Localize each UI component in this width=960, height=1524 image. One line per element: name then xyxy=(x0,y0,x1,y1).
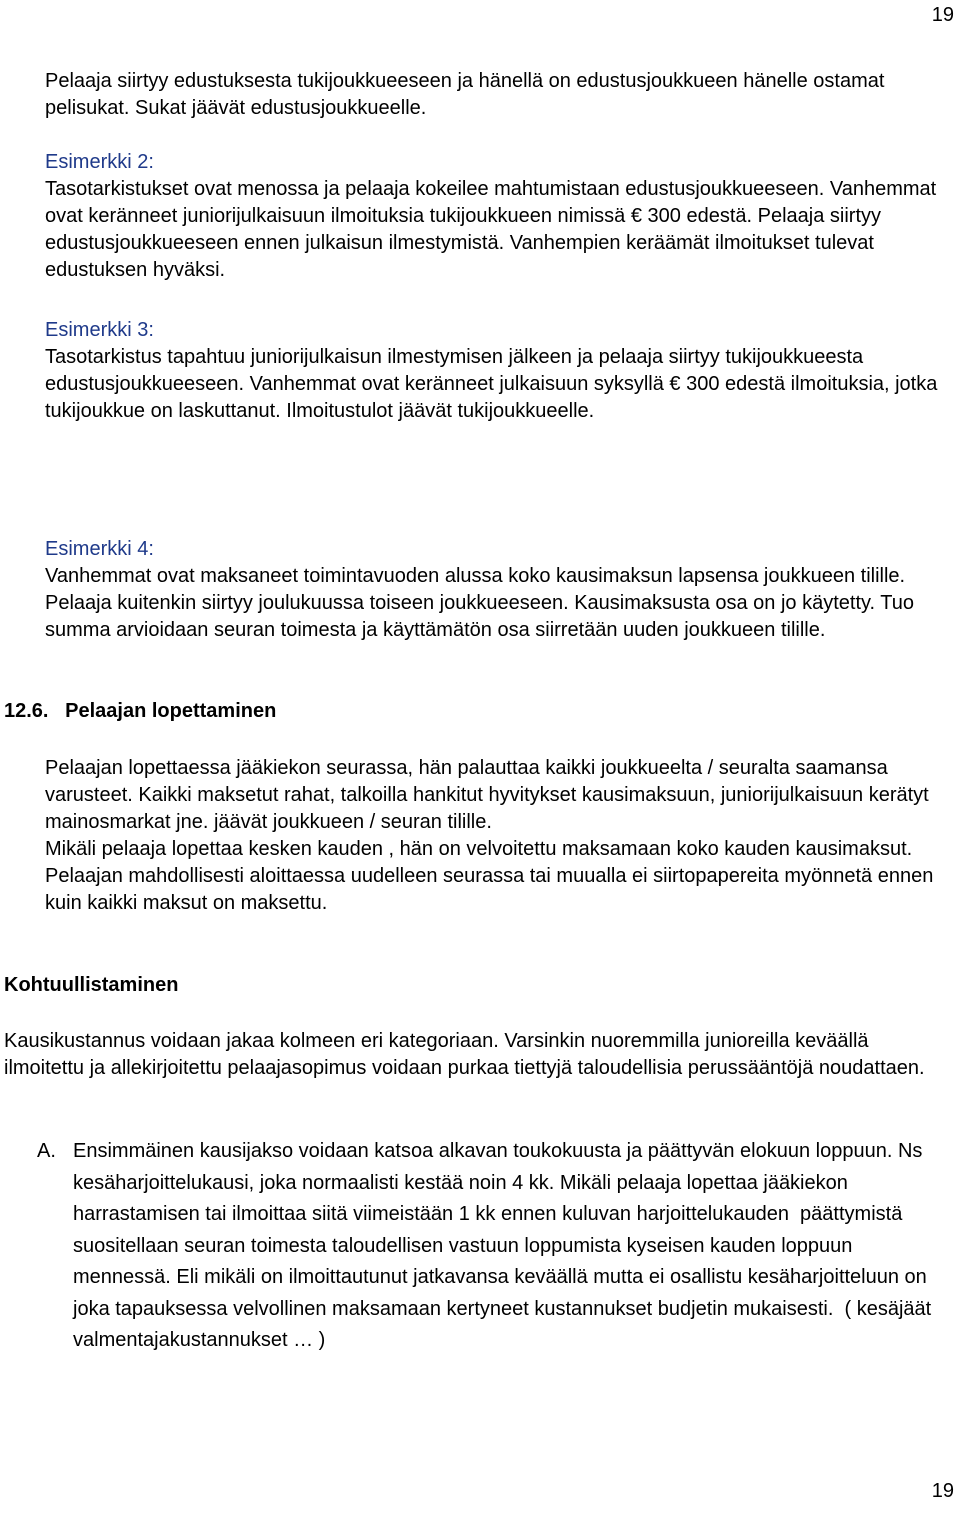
example-2 xyxy=(45,149,945,284)
example-2-text: Tasotarkistukset ovat menossa ja pelaaja kokeilee mahtumistaan edustusjoukkueeseen. Vanhemmat ovat keränneet juniorijulkaisuun ilmoituksia tukijoukkueen nimissä € 300 edestä. Pelaaja siirtyy edustusjoukkueeseen ennen julkaisun ilmestymistä. Vanhempien keräämät ilmoitukset tulevat edustuksen hyväksi. xyxy=(45,178,937,281)
example-2-title: Esimerkki 2: xyxy=(45,151,154,173)
example-4-title: Esimerkki 4: xyxy=(45,538,154,560)
section-12-6-para-1: Pelaajan lopettaessa jääkiekon seurassa, hän palauttaa kaikki joukkueelta / seuralta saamansa varusteet. Kaikki maksetut rahat, talkoilla hankitut hyvitykset kausimaksuun, juniorijulkaisuun kerätyt mainosmarkat jne. jäävät joukkueen / seuran tilille. xyxy=(45,757,929,833)
example-3-title: Esimerkki 3: xyxy=(45,319,154,341)
paragraph-intro xyxy=(45,68,945,122)
example-4-text: Vanhemmat ovat maksaneet toimintavuoden alussa koko kausimaksun lapsensa joukkueen tilille. Pelaaja kuitenkin siirtyy joulukuussa toiseen joukkueeseen. Kausimaksusta osa on jo käytetty. Tuo summa arvioidaan seuran toimesta ja käyttämätön osa siirretään uuden joukkueen tilille. xyxy=(45,565,915,641)
section-12-6-heading: 12.6. Pelaajan lopettaminen xyxy=(4,700,277,722)
section-12-6-body xyxy=(45,755,945,917)
example-3 xyxy=(45,317,945,425)
section-12-6-para-2: Mikäli pelaaja lopettaa kesken kauden , hän on velvoitettu maksamaan koko kauden kausimaksut. Pelaajan mahdollisesti aloittaessa uudelleen seurassa tai muualla ei siirtopapereita myönnetä ennen kuin kaikki maksut on maksettu. xyxy=(45,838,934,914)
example-3-text: Tasotarkistus tapahtuu juniorijulkaisun ilmestymisen jälkeen ja pelaaja siirtyy tukijoukkueesta edustusjoukkueeseen. Vanhemmat ovat keränneet julkaisuun syksyllä € 300 edestä ilmoituksia, jotka tukijoukkue on laskuttanut. Ilmoitustulot jäävät tukijoukkueelle. xyxy=(45,346,938,422)
list-marker-a: A. xyxy=(37,1140,56,1162)
kohtuullistaminen-intro xyxy=(4,1028,949,1082)
page-number-bottom: 19 xyxy=(931,1480,954,1502)
kohtuullistaminen-text: Kausikustannus voidaan jakaa kolmeen eri kategoriaan. Varsinkin nuoremmilla junioreilla keväällä ilmoitettu ja allekirjoitettu pelaajasopimus voidaan purkaa tiettyjä taloudellisia perussääntöjä noudattaen. xyxy=(4,1030,925,1079)
page-number-top: 19 xyxy=(931,4,954,26)
example-4 xyxy=(45,536,945,644)
intro-text: Pelaaja siirtyy edustuksesta tukijoukkueeseen ja hänellä on edustusjoukkueen hänelle ostamat pelisukat. Sukat jäävät edustusjoukkueelle. xyxy=(45,70,885,119)
list-item-a xyxy=(37,1136,947,1357)
list-item-a-text: Ensimmäinen kausijakso voidaan katsoa alkavan toukokuusta ja päättyvän elokuun loppuun. Ns kesäharjoittelukausi, joka normaalisti kestää noin 4 kk. Mikäli pelaaja lopettaa jääkiekon harrastamisen tai ilmoittaa siitä viimeistään 1 kk ennen kuluvan harjoittelukauden päättymistä suositellaan seuran toimesta taloudellisen vastuun loppumista kyseisen kauden loppuun mennessä. Eli mikäli on ilmoittautunut jatkavansa keväällä mutta ei osallistu kesäharjoitteluun on joka tapauksessa velvollinen maksamaan kertyneet kustannukset budjetin mukaisesti. ( kesäjäät valmentajakustannukset … ) xyxy=(73,1140,937,1351)
kohtuullistaminen-heading: Kohtuullistaminen xyxy=(4,974,179,996)
